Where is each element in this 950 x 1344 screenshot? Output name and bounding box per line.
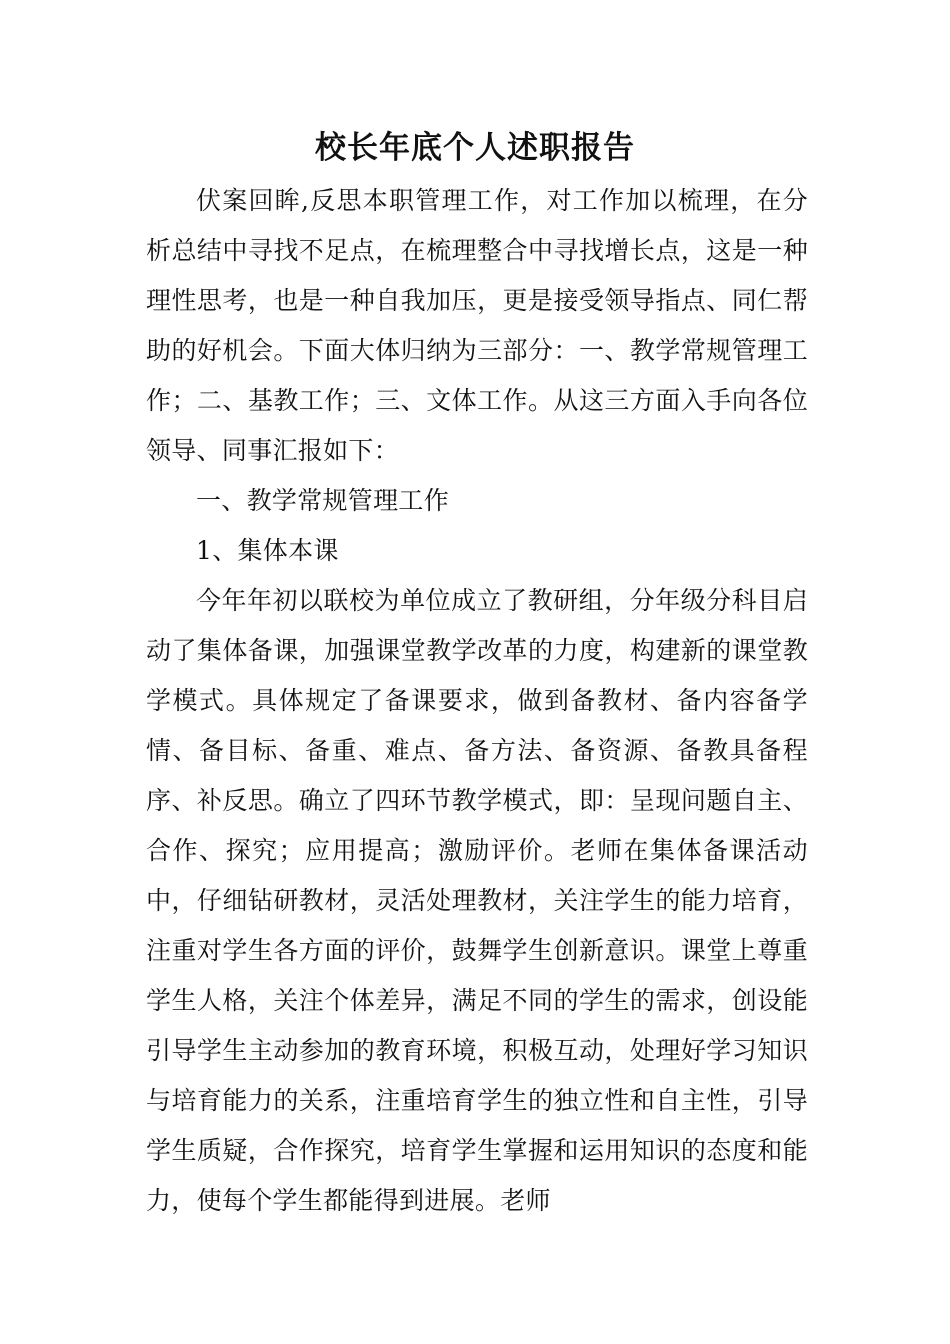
section-heading: 一、教学常规管理工作 [196, 486, 450, 515]
paragraph-collective-lesson-prep: 今年年初以联校为单位成立了教研组，分年级分科目启动了集体备课，加强课堂教学改革的力度，构建新的课堂教学模式。具体规定了备课要求，做到备教材、备内容备学情、备目标、备重、难点、备方法、备资源、备教具备程序、补反思。确立了四环节教学模式，即：呈现问题自主、合作、探究；应用提高；激励评价。老师在集体备课活动中，仔细钻研教材，灵活处理教材，关注学生的能力培育，注重对学生各方面的评价，鼓舞学生创新意识。课堂上尊重学生人格，关注个体差异，满足不同的学生的需求，创设能引导学生主动参加的教育环境，积极互动，处理好学习知识与培育能力的关系，注重培育学生的独立性和自主性，引导学生质疑，合作探究，培育学生掌握和运用知识的态度和能力，使每个学生都能得到进展。老师 [146, 586, 808, 1215]
document-title: 校长年底个人述职报告 [315, 130, 635, 166]
paragraph-intro: 伏案回眸,反思本职管理工作，对工作加以梳理，在分析总结中寻找不足点，在梳理整合中寻找增长点，这是一种理性思考，也是一种自我加压，更是接受领导指点、同仁帮助的好机会。下面大体归纳为三部分：一、教学常规管理工作；二、基教工作；三、文体工作。从这三方面入手向各位领导、同事汇报如下： [146, 186, 808, 465]
subsection-heading: 1、集体本课 [196, 536, 339, 565]
document-body [146, 176, 808, 1226]
